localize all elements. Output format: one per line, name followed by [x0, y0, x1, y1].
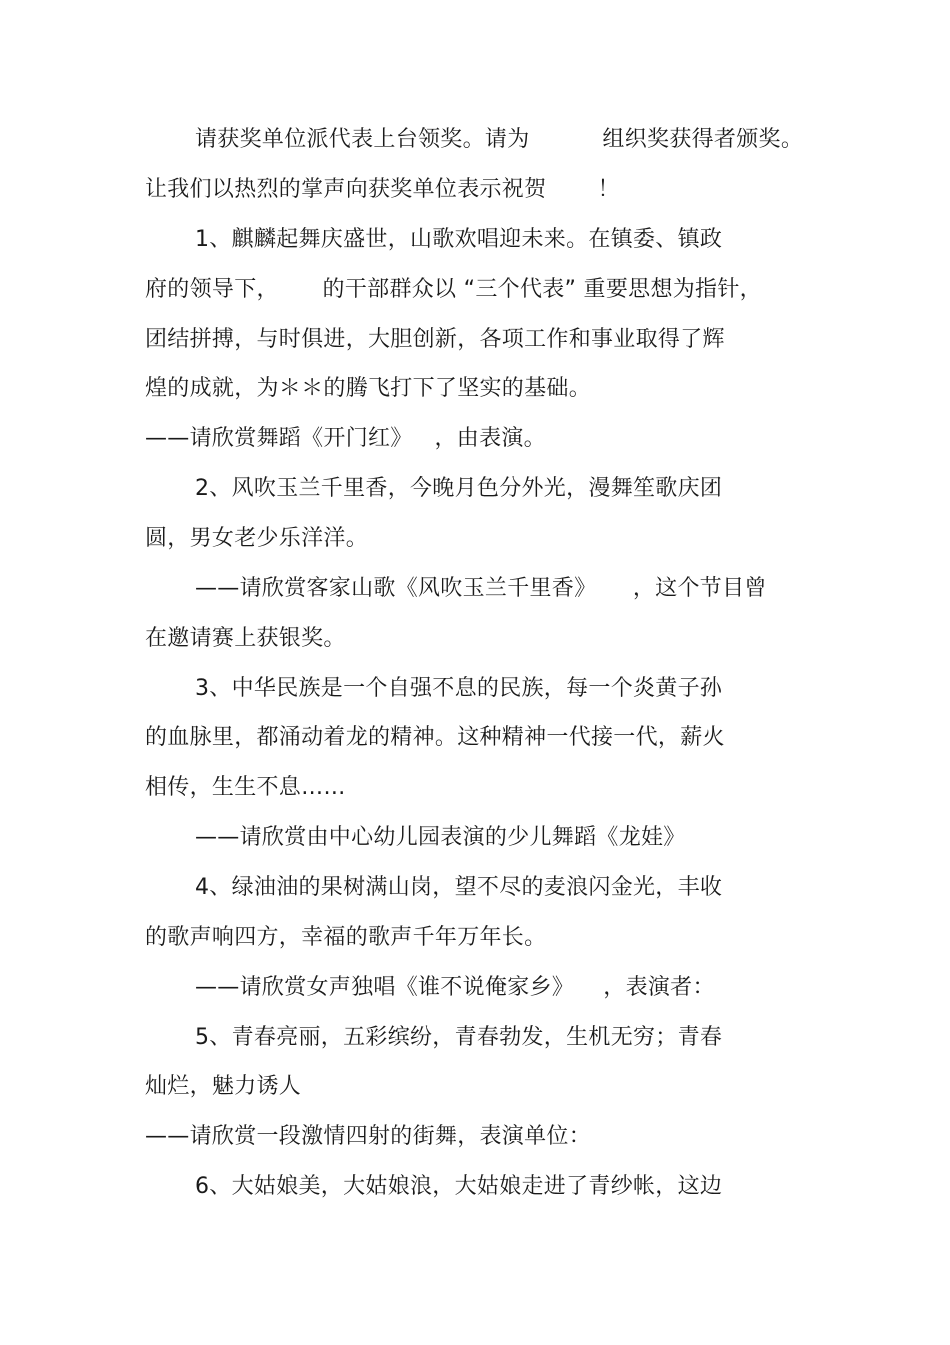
- text-line: ——请欣赏一段激情四射的街舞，表演单位：: [145, 1124, 592, 1149]
- text-line: 煌的成就，为＊＊的腾飞打下了坚实的基础。: [145, 376, 592, 401]
- text-line: ——请欣赏舞蹈《开门红》 ，由表演。: [145, 426, 546, 451]
- text-line: 6、大姑娘美，大姑娘浪，大姑娘走进了青纱帐，这边: [195, 1174, 723, 1199]
- text-line: ——请欣赏客家山歌《风吹玉兰千里香》 ，这个节目曾: [195, 576, 767, 601]
- text-line: 的血脉里，都涌动着龙的精神。这种精神一代接一代，薪火: [145, 725, 725, 750]
- text-line: 的歌声响四方，幸福的歌声千年万年长。: [145, 925, 547, 950]
- text-line: ——请欣赏由中心幼儿园表演的少儿舞蹈《龙娃》: [195, 825, 686, 850]
- text-line: 府的领导下， 的干部群众以 “三个代表” 重要思想为指针，: [145, 277, 762, 302]
- text-line: 圆，男女老少乐洋洋。: [145, 526, 369, 551]
- text-line: 4、绿油油的果树满山岗，望不尽的麦浪闪金光，丰收: [195, 875, 723, 900]
- text-line: 3、中华民族是一个自强不息的民族，每一个炎黄子孙: [195, 676, 723, 701]
- text-line: 请获奖单位派代表上台领奖。请为 组织奖获得者颁奖。: [195, 127, 804, 152]
- text-line: 2、风吹玉兰千里香，今晚月色分外光，漫舞笙歌庆团: [195, 476, 723, 501]
- text-line: 1、麒麟起舞庆盛世，山歌欢唱迎未来。在镇委、镇政: [195, 227, 723, 252]
- text-line: ——请欣赏女声独唱《谁不说俺家乡》 ，表演者：: [195, 975, 715, 1000]
- text-line: 灿烂，魅力诱人: [145, 1074, 302, 1099]
- text-line: 让我们以热烈的掌声向获奖单位表示祝贺 ！: [145, 177, 620, 202]
- text-line: 在邀请赛上获银奖。: [145, 626, 346, 651]
- text-line: 团结拼搏，与时俱进，大胆创新，各项工作和事业取得了辉: [145, 327, 725, 352]
- text-line: 5、青春亮丽，五彩缤纷，青春勃发，生机无穷；青春: [195, 1025, 723, 1050]
- text-line: 相传，生生不息……: [145, 775, 346, 800]
